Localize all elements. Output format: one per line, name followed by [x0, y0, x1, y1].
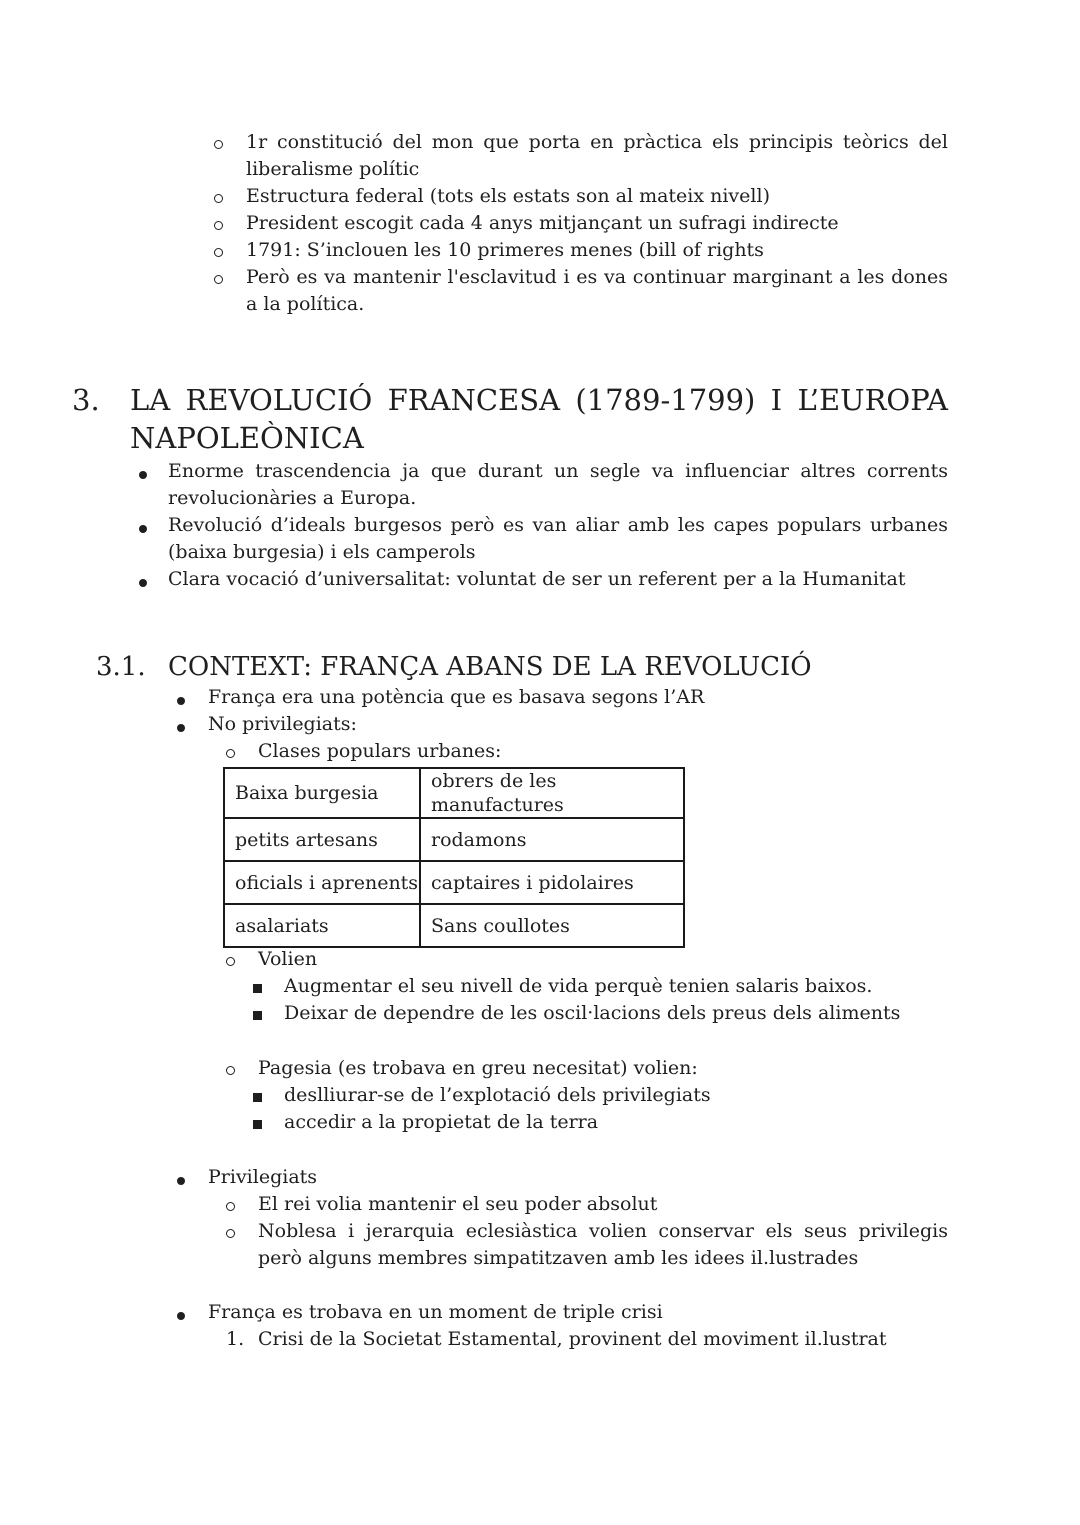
table-row: [224, 861, 684, 904]
pagesia-label: Pagesia (es trobava en greu necesitat) volien:: [258, 1057, 698, 1079]
crisi-number: 1.: [226, 1328, 245, 1350]
section-3-title-line2: NAPOLEÒNICA: [130, 421, 364, 455]
circle-bullet-icon: [226, 740, 235, 767]
privilegiats-label: Privilegiats: [208, 1166, 318, 1188]
privilegiats-item-1: El rei volia mantenir el seu poder absolut: [258, 1193, 658, 1215]
table-row: [224, 768, 684, 818]
circle-bullet-icon: [214, 131, 223, 158]
usa-point-3: President escogit cada 4 anys mitjançant un sufragi indirecte: [246, 212, 839, 234]
usa-point-1: 1r constitució del mon que porta en pràctica els principis teòrics del liberalisme polític: [246, 131, 948, 180]
france-power-bullet: França era una potència que es basava segons l’AR: [208, 686, 705, 708]
square-bullet-icon: [253, 1111, 262, 1138]
table-row: [224, 818, 684, 861]
circle-bullet-icon: [226, 948, 235, 975]
square-bullet-icon: [253, 1084, 262, 1111]
volien-item-2: Deixar de dependre de les oscil·lacions dels preus dels aliments: [284, 1002, 901, 1024]
square-bullet-icon: [253, 1002, 262, 1029]
section-3-1-number: 3.1.: [96, 652, 146, 682]
circle-bullet-icon: [214, 239, 223, 266]
bullet-icon: [177, 1302, 185, 1329]
table-row: [224, 904, 684, 947]
circle-bullet-icon: [226, 1057, 235, 1084]
circle-bullet-icon: [214, 185, 223, 212]
clases-populars-table: [223, 767, 685, 948]
circle-bullet-icon: [226, 1193, 235, 1220]
section-3-1-title: CONTEXT: FRANÇA ABANS DE LA REVOLUCIÓ: [168, 652, 812, 682]
section-3-bullet-1: Enorme trascendencia ja que durant un segle va influenciar altres corrents revolucionàries a Europa.: [168, 460, 948, 509]
pagesia-item-2: accedir a la propietat de la terra: [284, 1111, 599, 1133]
section-3-number: 3.: [72, 383, 100, 417]
bullet-icon: [139, 515, 147, 542]
bullet-icon: [177, 687, 185, 714]
table-cell: Sans coullotes: [420, 904, 684, 947]
bullet-icon: [177, 1167, 185, 1194]
bullet-icon: [177, 714, 185, 741]
table-cell: captaires i pidolaires: [420, 861, 684, 904]
section-3-bullet-2: Revolució d’ideals burgesos però es van aliar amb les capes populars urbanes (baixa burgesia) i els camperols: [168, 514, 948, 563]
section-3-bullet-3: Clara vocació d’universalitat: voluntat de ser un referent per a la Humanitat: [168, 568, 906, 590]
crisi-item-1: Crisi de la Societat Estamental, provinent del moviment il.lustrat: [258, 1328, 887, 1350]
table-cell: obrers de les manufactures: [420, 768, 684, 818]
pagesia-item-1: deslliurar-se de l’explotació dels privilegiats: [284, 1084, 711, 1106]
usa-point-5: Però es va mantenir l'esclavitud i es va continuar marginant a les dones a la política.: [246, 266, 948, 315]
bullet-icon: [139, 461, 147, 488]
table-cell: oficials i aprenents: [224, 861, 420, 904]
usa-point-2: Estructura federal (tots els estats son al mateix nivell): [246, 185, 770, 207]
table-cell: rodamons: [420, 818, 684, 861]
volien-label: Volien: [258, 948, 318, 970]
clases-populars-label: Clases populars urbanes:: [258, 740, 502, 762]
table-cell: asalariats: [224, 904, 420, 947]
section-3-title-line1: LA REVOLUCIÓ FRANCESA (1789-1799) I L’EUROPA: [130, 383, 948, 417]
privilegiats-item-2: Noblesa i jerarquia eclesiàstica volien conservar els seus privilegis però alguns membres simpatitzaven amb les idees il.lustrades: [258, 1220, 948, 1269]
circle-bullet-icon: [214, 212, 223, 239]
usa-point-4: 1791: S’inclouen les 10 primeres menes (bill of rights: [246, 239, 764, 261]
bullet-icon: [139, 569, 147, 596]
circle-bullet-icon: [226, 1220, 235, 1247]
table-cell: Baixa burgesia: [224, 768, 420, 818]
square-bullet-icon: [253, 975, 262, 1002]
table-cell: petits artesans: [224, 818, 420, 861]
circle-bullet-icon: [214, 266, 223, 293]
volien-item-1: Augmentar el seu nivell de vida perquè tenien salaris baixos.: [284, 975, 873, 997]
no-privilegiats-bullet: No privilegiats:: [208, 713, 357, 735]
triple-crisi-label: França es trobava en un moment de triple crisi: [208, 1301, 663, 1323]
